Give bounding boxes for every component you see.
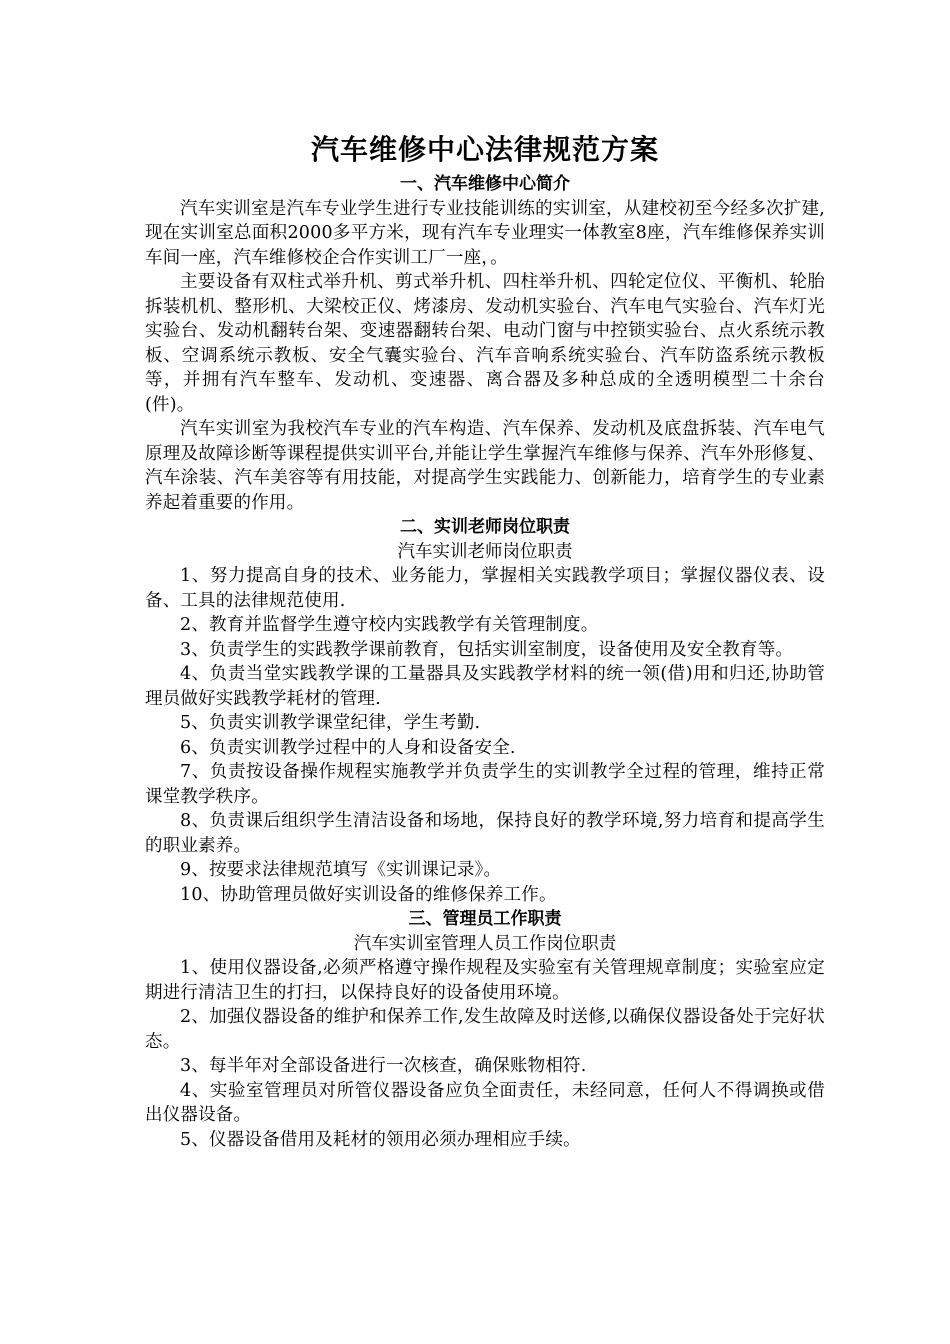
duty-item: 10、协助管理员做好实训设备的维修保养工作。 — [180, 884, 557, 905]
duty-item: 1、使用仪器设备,必须严格遵守操作规程及实验室有关管理规章制度；实验室应定期进行清洁卫生的打扫，以保持良好的设备使用环境。 — [145, 958, 825, 1003]
section-heading: 三、管理员工作职责 — [408, 909, 562, 929]
paragraph: 汽车实训室是汽车专业学生进行专业技能训练的实训室，从建校初至今经多次扩建,现在实训室总面积2000多平方米，现有汽车专业理实一体教室8座，汽车维修保养实训车间一座，汽车维修校企合作实训工厂一座，。 — [145, 198, 825, 268]
section-teacher-duties — [145, 515, 825, 907]
duty-item: 2、加强仪器设备的维护和保养工作,发生故障及时送修,以确保仪器设备处于完好状态。 — [145, 1007, 825, 1052]
section-subheading: 汽车实训室管理人员工作岗位职责 — [353, 933, 617, 954]
duty-item: 3、负责学生的实践教学课前教育，包括实训室制度，设备使用及安全教育等。 — [180, 639, 794, 660]
document-page — [145, 128, 825, 1152]
duty-item: 4、实验室管理员对所管仪器设备应负全面责任，未经同意，任何人不得调换或借出仪器设备。 — [145, 1080, 825, 1125]
duty-item: 5、负责实训教学课堂纪律，学生考勤. — [180, 713, 481, 733]
paragraph: 主要设备有双柱式举升机、剪式举升机、四柱举升机、四轮定位仪、平衡机、轮胎拆装机机、整形机、大梁校正仪、烤漆房、发动机实验台、汽车电气实验台、汽车灯光实验台、发动机翻转台架、变速器翻转台架、电动门窗与中控锁实验台、点火系统示教板、空调系统示教板、安全气囊实验台、汽车音响系统实验台、汽车防盗系统示教板等，并拥有汽车整车、发动机、变速器、离合器及多种总成的全透明模型二十余台(件)。 — [145, 272, 825, 415]
section-heading: 二、实训老师岗位职责 — [400, 517, 570, 537]
duty-item: 5、仪器设备借用及耗材的领用必须办理相应手续。 — [180, 1129, 581, 1150]
duty-item: 3、每半年对全部设备进行一次核查，确保账物相符. — [180, 1056, 587, 1076]
document-title: 汽车维修中心法律规范方案 — [310, 133, 659, 166]
duty-item: 8、负责课后组织学生清洁设备和场地，保持良好的教学环境,努力培育和提高学生的职业素养。 — [145, 811, 825, 856]
duty-item: 1、努力提高自身的技术、业务能力，掌握相关实践教学项目；掌握仪器仪表、设备、工具的法律规范使用. — [145, 566, 825, 611]
paragraph: 汽车实训室为我校汽车专业的汽车构造、汽车保养、发动机及底盘拆装、汽车电气原理及故障诊断等课程提供实训平台,并能让学生掌握汽车维修与保养、汽车外形修复、汽车涂装、汽车美容等有用技能，对提高学生实践能力、创新能力，培育学生的专业素养起着重要的作用。 — [145, 419, 825, 513]
duty-item: 4、负责当堂实践教学课的工量器具及实践教学材料的统一领(借)用和归还,协助管理员做好实践教学耗材的管理. — [145, 664, 825, 709]
duty-item: 7、负责按设备操作规程实施教学并负责学生的实训教学全过程的管理，维持正常课堂教学秩序。 — [145, 762, 825, 807]
section-intro — [145, 172, 825, 515]
section-heading: 一、汽车维修中心简介 — [400, 174, 570, 194]
duty-item: 9、按要求法律规范填写《实训课记录》。 — [180, 860, 502, 880]
duty-item: 2、教育并监督学生遵守校内实践教学有关管理制度。 — [180, 615, 599, 635]
section-admin-duties — [145, 907, 825, 1152]
section-subheading: 汽车实训老师岗位职责 — [397, 541, 573, 562]
duty-item: 6、负责实训教学过程中的人身和设备安全. — [180, 737, 516, 758]
